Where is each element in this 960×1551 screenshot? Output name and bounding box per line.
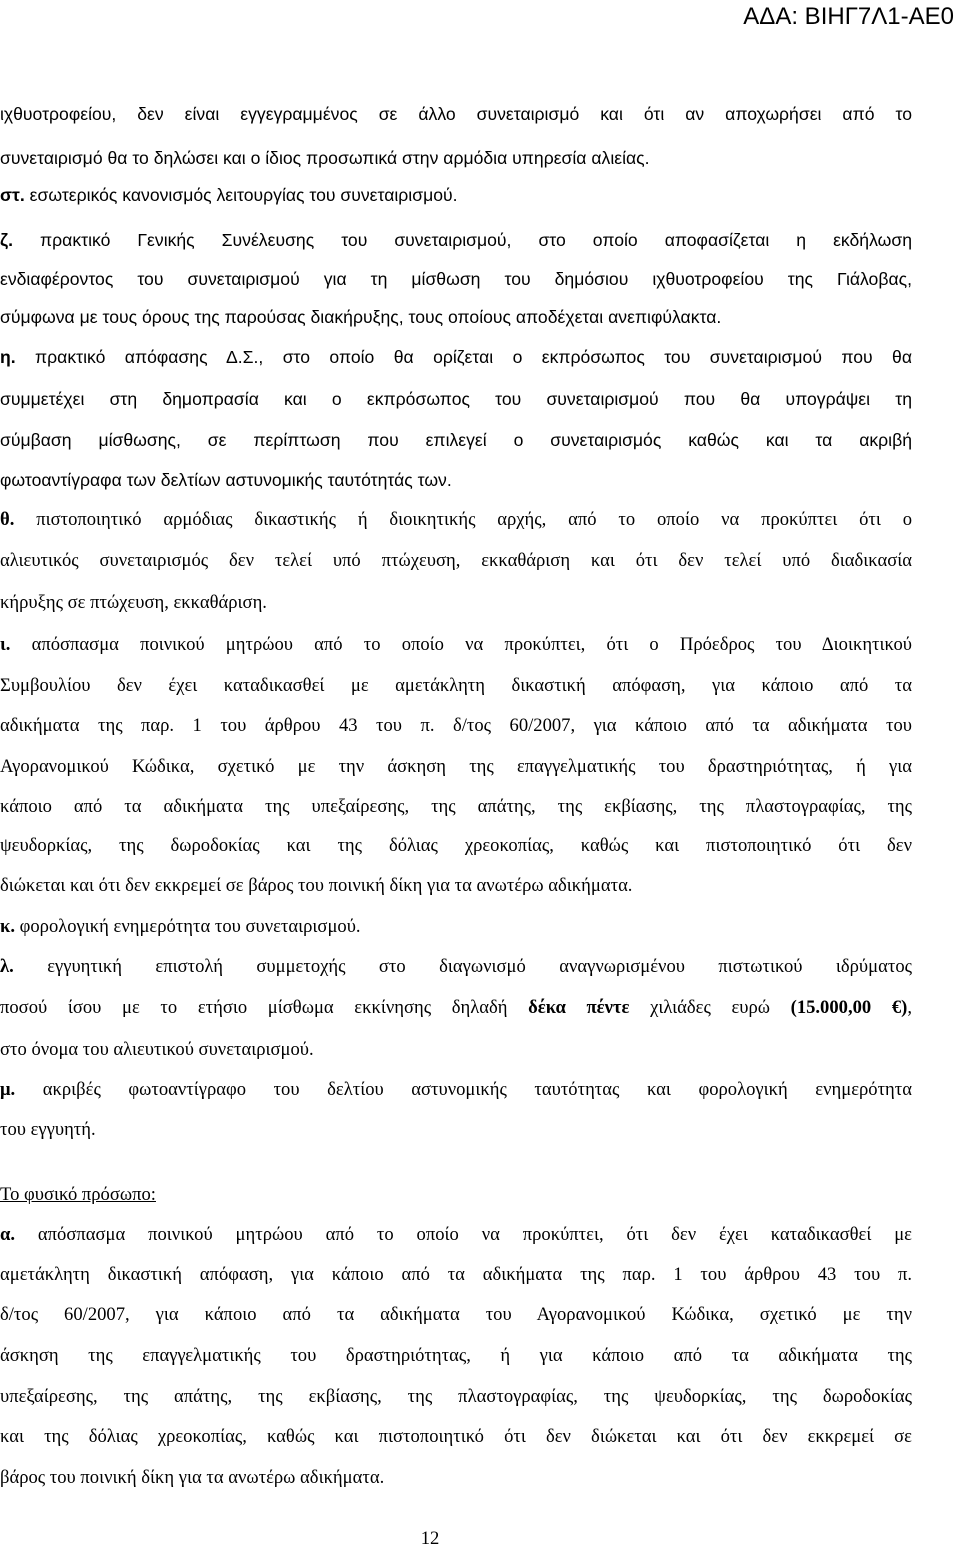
text-line: συμμετέχει στη δημοπρασία και ο εκπρόσωπος του συνεταιρισμού που θα υπογράψει τη <box>0 389 912 409</box>
text-line: ενδιαφέροντος του συνεταιρισμού για τη μίσθωση του δημόσιου ιχθυοτροφείου της Γιάλοβας, <box>0 269 912 289</box>
item-marker: θ. <box>0 509 15 530</box>
text-line: αδικήματα της παρ. 1 του άρθρου 43 του π. δ/τος 60/2007, για κάποιο από τα αδικήματα του <box>0 715 912 736</box>
page-number: 12 <box>420 1528 440 1549</box>
text-line: α. απόσπασμα ποινικού μητρώου από το οποίο να προκύπτει, ότι δεν έχει καταδικασθεί με <box>0 1224 912 1245</box>
text-line: αλιευτικός συνεταιρισμός δεν τελεί υπό πτώχευση, εκκαθάριση και ότι δεν τελεί υπό διαδικασία <box>0 550 912 571</box>
item-marker: α. <box>0 1224 16 1245</box>
text-line: κήρυξης σε πτώχευση, εκκαθάριση. <box>0 592 267 613</box>
text-line: φωτοαντίγραφα των δελτίων αστυνομικής ταυτότητάς των. <box>0 470 452 490</box>
text-line: στο όνομα του αλιευτικού συνεταιρισμού. <box>0 1039 314 1060</box>
text-line: σύμφωνα με τους όρους της παρούσας διακήρυξης, τους οποίους αποδέχεται ανεπιφύλακτα. <box>0 307 722 327</box>
text-line: ποσού ίσου με το ετήσιο μίσθωμα εκκίνησης δηλαδή δέκα πέντε χιλιάδες ευρώ (15.000,00 €), <box>0 997 912 1018</box>
item-marker: ζ. <box>0 230 13 250</box>
text-line: Αγορανομικού Κώδικα, σχετικό με την άσκηση της επαγγελματικής του δραστηριότητας, ή για <box>0 756 912 777</box>
text-line: θ. πιστοποιητικό αρμόδιας δικαστικής ή διοικητικής αρχής, από το οποίο να προκύπτει ότι ο <box>0 509 912 530</box>
text-line: κάποιο από τα αδικήματα της υπεξαίρεσης, της απάτης, της εκβίασης, της πλαστογραφίας, της <box>0 796 912 817</box>
item-marker: ι. <box>0 634 11 655</box>
text-line: διώκεται και ότι δεν εκκρεμεί σε βάρος του ποινική δίκη για τα ανωτέρω αδικήματα. <box>0 875 633 896</box>
item-marker: μ. <box>0 1079 16 1100</box>
text-line: στ. εσωτερικός κανονισμός λειτουργίας του συνεταιρισμού. <box>0 185 458 205</box>
text-line: ι. απόσπασμα ποινικού μητρώου από το οποίο να προκύπτει, ότι ο Πρόεδρος του Διοικητικού <box>0 634 912 655</box>
text-line: ψευδορκίας, της δωροδοκίας και της δόλιας χρεοκοπίας, καθώς και πιστοποιητικό ότι δεν <box>0 835 912 856</box>
text-line: ιχθυοτροφείου, δεν είναι εγγεγραμμένος σε άλλο συνεταιρισμό και ότι αν αποχωρήσει από το <box>0 104 912 124</box>
ada-header: ΑΔΑ: ΒΙΗΓ7Λ1-ΑΕ0 <box>743 3 954 30</box>
text-line: Συμβουλίου δεν έχει καταδικασθεί με αμετάκλητη δικαστική απόφαση, για κάποιο από τα <box>0 675 912 696</box>
text-line: αμετάκλητη δικαστική απόφαση, για κάποιο από τα αδικήματα της παρ. 1 του άρθρου 43 του π. <box>0 1264 912 1285</box>
item-marker: κ. <box>0 916 15 937</box>
amount-words: δέκα πέντε <box>528 997 630 1018</box>
text-line: μ. ακριβές φωτοαντίγραφο του δελτίου αστυνομικής ταυτότητας και φορολογική ενημερότητα <box>0 1079 912 1100</box>
text-line: ζ. πρακτικό Γενικής Συνέλευσης του συνεταιρισμού, στο οποίο αποφασίζεται η εκδήλωση <box>0 230 912 250</box>
text-line: άσκηση της επαγγελματικής του δραστηριότητας, ή για κάποιο από τα αδικήματα της <box>0 1345 912 1366</box>
text-line: και της δόλιας χρεοκοπίας, καθώς και πιστοποιητικό ότι δεν διώκεται και ότι δεν εκκρεμεί σε <box>0 1426 912 1447</box>
text-line: δ/τος 60/2007, για κάποιο από τα αδικήματα του Αγορανομικού Κώδικα, σχετικό με την <box>0 1304 912 1325</box>
text-line: κ. φορολογική ενημερότητα του συνεταιρισμού. <box>0 916 361 937</box>
section-heading: Το φυσικό πρόσωπο: <box>0 1184 156 1205</box>
item-marker: λ. <box>0 956 14 977</box>
text-line: συνεταιρισμό θα το δηλώσει και ο ίδιος προσωπικά στην αρμόδια υπηρεσία αλιείας. <box>0 148 650 168</box>
text-line: βάρος του ποινική δίκη για τα ανωτέρω αδικήματα. <box>0 1467 385 1488</box>
amount-figure: (15.000,00 €) <box>790 997 908 1018</box>
item-marker: στ. <box>0 185 25 205</box>
text-line: η. πρακτικό απόφασης Δ.Σ., στο οποίο θα ορίζεται ο εκπρόσωπος του συνεταιρισμού που θα <box>0 347 912 367</box>
text-line: σύμβαση μίσθωσης, σε περίπτωση που επιλεγεί ο συνεταιρισμός καθώς και τα ακριβή <box>0 430 912 450</box>
text-line: υπεξαίρεσης, της απάτης, της εκβίασης, της πλαστογραφίας, της ψευδορκίας, της δωροδοκίας <box>0 1386 912 1407</box>
item-marker: η. <box>0 347 16 367</box>
text-line: λ. εγγυητική επιστολή συμμετοχής στο διαγωνισμό αναγνωρισμένου πιστωτικού ιδρύματος <box>0 956 912 977</box>
text-line: του εγγυητή. <box>0 1119 96 1140</box>
